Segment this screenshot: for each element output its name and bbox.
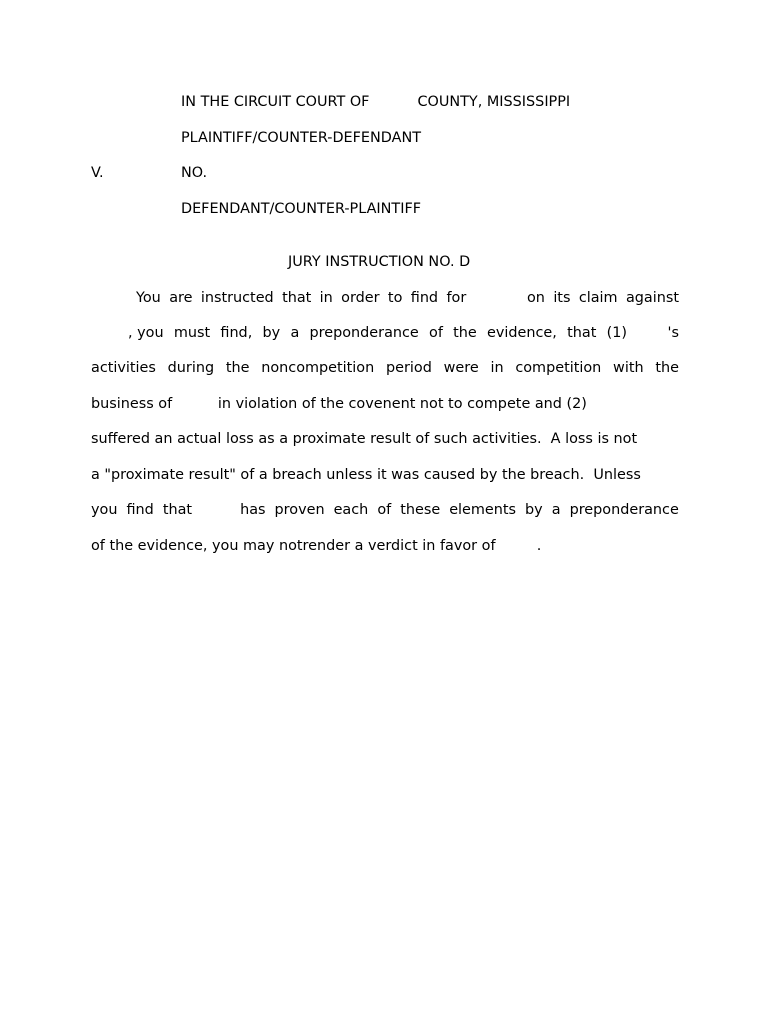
- body-word: must: [173, 325, 211, 341]
- body-word: its: [553, 290, 571, 306]
- body-word: during: [167, 360, 215, 376]
- body-word: evidence,: [487, 325, 557, 341]
- body-word: elements: [449, 502, 517, 518]
- court-heading: [181, 92, 570, 112]
- body-word: has: [240, 502, 266, 518]
- body-word: a: [290, 325, 300, 341]
- body-word: order: [341, 290, 380, 306]
- body-word: by: [262, 325, 281, 341]
- body-word: by: [525, 502, 543, 518]
- body-word: that: [567, 325, 597, 341]
- body-word: the: [453, 325, 477, 341]
- body-word: in: [319, 290, 333, 306]
- body-word: (1): [606, 325, 627, 341]
- body-word: in: [490, 360, 504, 376]
- court-suffix: COUNTY, MISSISSIPPI: [417, 94, 571, 110]
- body-word: find: [126, 502, 154, 518]
- body-line: [91, 358, 679, 378]
- body-word: claim: [578, 290, 618, 306]
- body-line: [91, 500, 679, 520]
- body-word: activities: [91, 360, 156, 376]
- body-word: were: [443, 360, 479, 376]
- body-word: competition: [515, 360, 602, 376]
- body-word: on: [527, 290, 545, 306]
- court-prefix: IN THE CIRCUIT COURT OF: [181, 94, 370, 110]
- plaintiff-label: PLAINTIFF/COUNTER-DEFENDANT: [181, 130, 422, 146]
- blank-field: [475, 288, 519, 308]
- body-word: a: [551, 502, 561, 518]
- body-line: of the evidence, you may notrender a verdict in favor of .: [91, 538, 542, 554]
- body-word: with: [613, 360, 644, 376]
- body-word: are: [169, 290, 193, 306]
- blank-field: [201, 500, 231, 520]
- body-word: the: [225, 360, 250, 376]
- body-line: suffered an actual loss as a proximate result of such activities. A loss is not: [91, 431, 638, 447]
- blank-field: [637, 323, 657, 343]
- body-word: these: [400, 502, 441, 518]
- body-line: [136, 288, 679, 308]
- body-word: to: [387, 290, 403, 306]
- body-word: proven: [274, 502, 325, 518]
- body-word: you: [91, 502, 118, 518]
- body-word: find: [410, 290, 439, 306]
- body-word: period: [386, 360, 432, 376]
- body-word: instructed: [200, 290, 274, 306]
- body-word: preponderance: [309, 325, 419, 341]
- body-word: that: [162, 502, 193, 518]
- versus-label: V.: [91, 165, 104, 181]
- body-line: [128, 323, 679, 343]
- body-word: of: [429, 325, 443, 341]
- body-word: against: [625, 290, 679, 306]
- body-line: a "proximate result" of a breach unless it was caused by the breach. Unless: [91, 467, 641, 483]
- instruction-title: JURY INSTRUCTION NO. D: [288, 254, 471, 270]
- body-word: each: [333, 502, 369, 518]
- body-word: preponderance: [569, 502, 679, 518]
- body-word: for: [446, 290, 467, 306]
- body-word: , you: [128, 325, 164, 341]
- body-word: You: [136, 290, 161, 306]
- body-word: that: [282, 290, 312, 306]
- body-line: business of in violation of the covenent not to compete and (2): [91, 396, 587, 412]
- body-word: 's: [667, 325, 679, 341]
- body-word: the: [655, 360, 679, 376]
- defendant-label: DEFENDANT/COUNTER-PLAINTIFF: [181, 201, 422, 217]
- body-word: find,: [220, 325, 253, 341]
- body-word: noncompetition: [261, 360, 375, 376]
- body-word: of: [377, 502, 392, 518]
- case-number-label: NO.: [181, 165, 208, 181]
